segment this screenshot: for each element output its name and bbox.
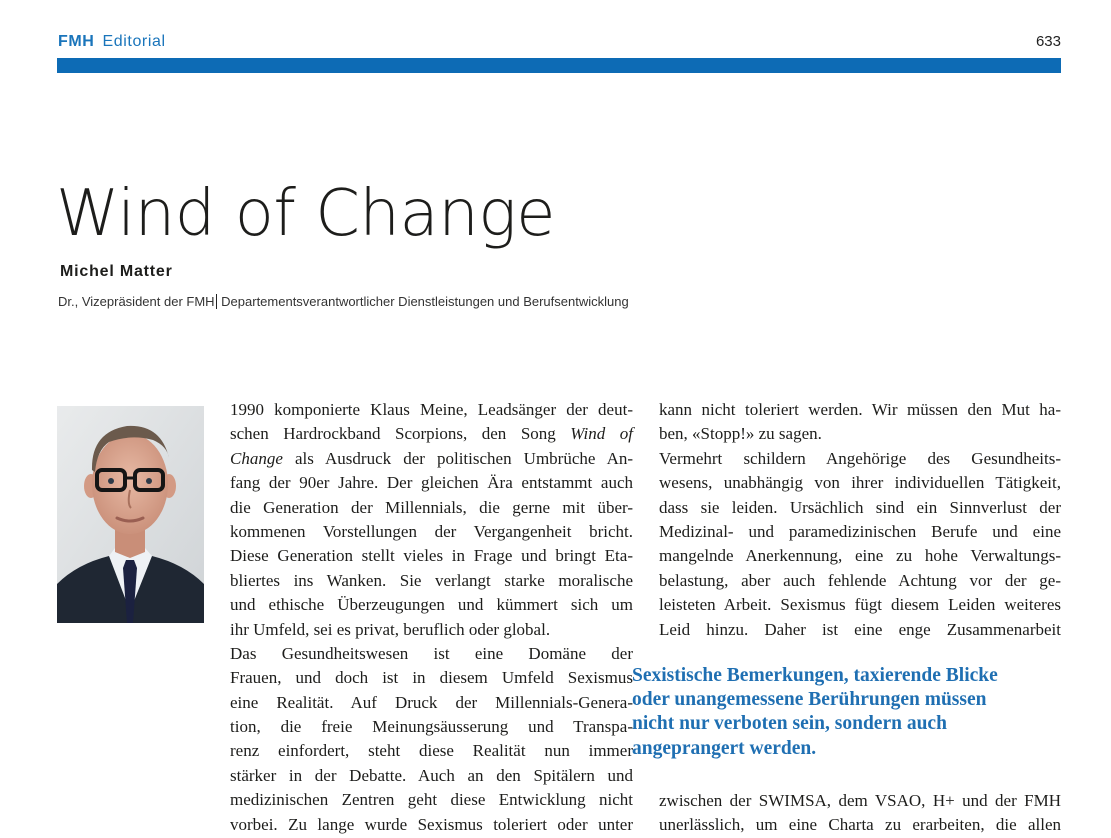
author-portrait-photo <box>57 406 204 623</box>
body-line: Frauen, und doch ist in diesem Umfeld Sexismus <box>230 668 633 688</box>
pull-quote <box>632 664 1062 761</box>
article-column-2-top <box>659 398 1061 642</box>
author-name: Michel Matter <box>60 263 173 280</box>
pull-quote-line: oder unangemessene Berührungen müssen <box>632 689 987 711</box>
body-line: leisteten Arbeit. Sexismus fügt diesem Leiden weiteres <box>659 595 1061 615</box>
body-line: zwischen der SWIMSA, dem VSAO, H+ und der FMH <box>659 791 1061 810</box>
body-line: wesens, unabhängig von ihrer individuellen Tätigkeit, <box>659 473 1061 493</box>
body-line: und ethische Überzeugungen und kümmert sich um <box>230 595 633 615</box>
journal-org: FMH <box>58 33 95 50</box>
affiliation-part-1: Dr., Vizepräsident der FMH <box>58 294 215 309</box>
pull-quote-line: angeprangert werden. <box>632 737 817 759</box>
portrait-illustration <box>57 406 204 623</box>
body-line: bliertes ins Wanken. Sie verlangt starke moralische <box>230 570 633 590</box>
body-line: Das Gesundheitswesen ist eine Domäne der <box>230 643 633 663</box>
article-column-2-bottom <box>659 789 1061 838</box>
header-rule <box>57 58 1061 73</box>
page-number: 633 <box>1035 33 1061 50</box>
body-line: die Generation der Millennials, die gerne mit über- <box>230 497 633 517</box>
pull-quote-line: nicht nur verboten sein, sondern auch <box>632 713 947 735</box>
body-line: renz einfordert, steht diese Realität nun immer <box>230 741 633 761</box>
journal-section: Editorial <box>102 33 166 50</box>
body-text: schen Hardrockband Scorpions, den Song <box>230 424 571 444</box>
body-line: ihr Umfeld, sei es privat, beruflich oder global. <box>230 619 551 639</box>
body-line <box>230 422 633 446</box>
body-line: Leid hinzu. Daher ist eine enge Zusammenarbeit <box>659 619 1061 639</box>
author-affiliation <box>58 294 629 309</box>
body-line: dass sie leiden. Ursächlich sind ein Sinnverlust der <box>659 497 1061 517</box>
body-line: medizinischen Zentren geht diese Entwicklung nicht <box>230 790 633 810</box>
article-title: Wind of Change <box>56 177 556 251</box>
body-text: als Ausdruck der politischen Umbrüche An- <box>294 448 634 468</box>
page-header <box>58 33 1061 53</box>
song-title: Wind of <box>570 424 633 444</box>
song-title: Change <box>230 448 283 468</box>
body-line: ben, «Stopp!» zu sagen. <box>659 424 822 444</box>
body-line: Vermehrt schildern Angehörige des Gesundheits- <box>659 448 1061 468</box>
body-line: Diese Generation stellt vieles in Frage und bringt Eta- <box>230 546 633 566</box>
body-line: tion, die freie Meinungsäusserung und Transpa- <box>230 717 633 737</box>
body-line: fang der 90er Jahre. Der gleichen Ära entstammt auch <box>230 473 633 493</box>
body-line: vorbei. Zu lange wurde Sexismus toleriert oder unter <box>230 814 633 834</box>
body-line: stärker in der Debatte. Auch an den Spitälern und <box>230 765 633 785</box>
body-line: belastung, aber auch fehlende Achtung vor der ge- <box>659 570 1061 590</box>
journal-brand <box>58 33 166 51</box>
body-line: eine Realität. Auf Druck der Millennials-Genera- <box>230 692 633 712</box>
text-cursor <box>216 294 217 309</box>
pull-quote-line: Sexistische Bemerkungen, taxierende Blicke <box>632 665 998 686</box>
body-line <box>230 447 633 471</box>
body-line: kann nicht toleriert werden. Wir müssen den Mut ha- <box>659 400 1061 419</box>
body-line: 1990 komponierte Klaus Meine, Leadsänger der deut- <box>230 400 633 419</box>
body-line: mangelnde Anerkennung, eine zu hohe Verwaltungs- <box>659 546 1061 566</box>
affiliation-part-2: Departementsverantwortlicher Dienstleistungen und Berufsentwicklung <box>217 294 629 309</box>
body-line: unerlässlich, um eine Charta zu erarbeiten, die allen <box>659 815 1061 835</box>
body-line: Medizinal- und paramedizinischen Berufe und eine <box>659 521 1061 541</box>
article-column-1 <box>230 398 633 837</box>
body-line: kommenen Vorstellungen der Vergangenheit bricht. <box>230 521 633 541</box>
